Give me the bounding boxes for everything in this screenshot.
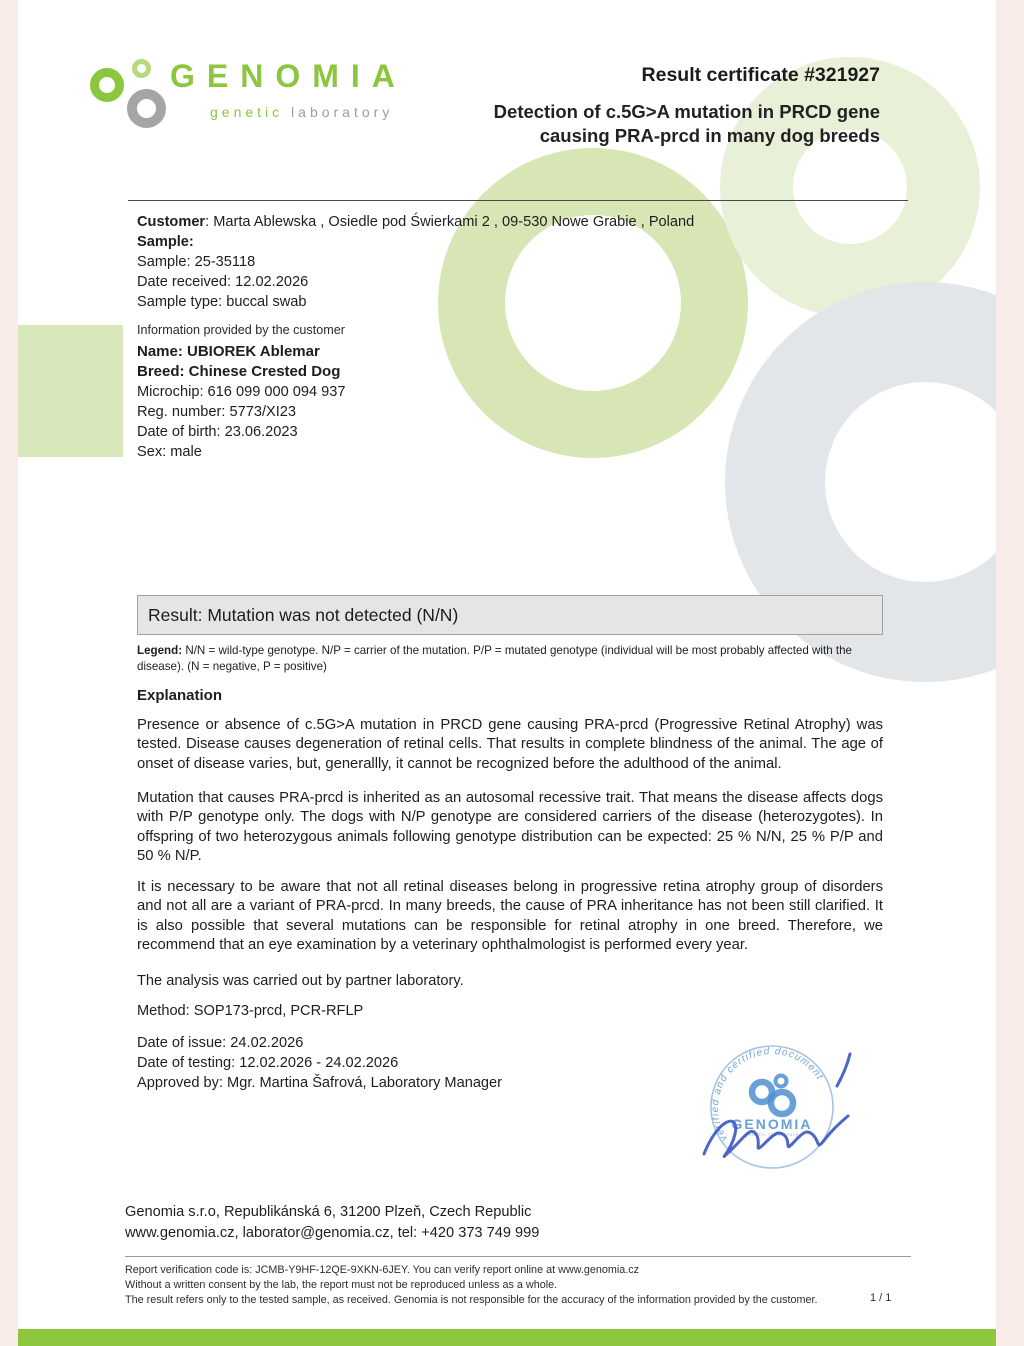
certificate-number-title: Result certificate #321927 xyxy=(641,64,880,86)
logo-wordmark: GENOMIA xyxy=(170,58,407,94)
footer-green-bar xyxy=(18,1329,996,1346)
certification-stamp xyxy=(690,1030,870,1180)
animal-name-line: Name: UBIOREK Ablemar xyxy=(137,343,320,360)
stamp-logo-text: GENOMIA xyxy=(731,1116,813,1132)
date-of-issue-line: Date of issue: 24.02.2026 xyxy=(137,1035,304,1051)
method-line: Method: SOP173-prcd, PCR-RFLP xyxy=(137,1003,364,1019)
verification-code-line: Report verification code is: JCMB-Y9HF-12QE-9XKN-6JEY. You can verify report online at www.genomia.cz xyxy=(125,1264,640,1276)
date-of-testing-line: Date of testing: 12.02.2026 - 24.02.2026 xyxy=(137,1055,399,1071)
stamp-logo-icon xyxy=(752,1076,793,1115)
header-title-block xyxy=(494,64,880,148)
signature xyxy=(704,1054,850,1156)
disclaimer-line: The result refers only to the tested sample, as received. Genomia is not responsible for the accuracy of the information provided by the customer. xyxy=(125,1294,818,1307)
sample-id-line: Sample: 25-35118 xyxy=(137,254,256,270)
header-divider xyxy=(128,200,908,201)
logo-ring-gray-icon xyxy=(127,89,166,128)
legend-text: N/N = wild-type genotype. N/P = carrier of the mutation. P/P = mutated genotype (individual will be most probably affected with the disease). (N = negative, P = positive) xyxy=(137,644,852,673)
customer-sample-block xyxy=(137,212,883,312)
legend-block xyxy=(137,643,883,674)
footer-divider xyxy=(125,1256,911,1257)
animal-info-block xyxy=(137,322,883,462)
info-provided-heading: Information provided by the customer xyxy=(137,323,345,337)
logo-ring-small-icon xyxy=(132,59,151,78)
consent-line: Without a written consent by the lab, the report must not be reproduced unless as a whole. xyxy=(125,1279,558,1292)
stamp-tagline-text: genetic laboratory xyxy=(745,1132,799,1137)
explanation-paragraph-2: Mutation that causes PRA-prcd is inherited as an autosomal recessive trait. That means the disease affects dogs with P/P genotype only. The dogs with N/P genotype are considered carriers of the disease (heterozygotes). In offspring of two heterozygous animals following genotype distribution can be expected: 25 % N/N, 25 % P/P and 50 % N/P. xyxy=(137,790,883,865)
approved-by-line: Approved by: Mgr. Martina Šafrová, Laboratory Manager xyxy=(137,1075,503,1091)
test-title xyxy=(494,100,880,148)
watermark-left-rectangle xyxy=(18,325,123,457)
sample-type-line: Sample type: buccal swab xyxy=(137,294,307,310)
footer-address-line1: Genomia s.r.o, Republikánská 6, 31200 Plzeň, Czech Republic xyxy=(125,1204,532,1220)
customer-line xyxy=(137,212,883,232)
sex-line: Sex: male xyxy=(137,444,202,460)
date-of-birth-line: Date of birth: 23.06.2023 xyxy=(137,424,298,440)
logo-ring-large-icon xyxy=(90,68,124,102)
microchip-line: Microchip: 616 099 000 094 937 xyxy=(137,384,346,400)
legend-label: Legend: xyxy=(137,644,183,657)
stamp-arc-text: verified and certified document xyxy=(709,1046,826,1144)
logo-tagline-laboratory: laboratory xyxy=(291,104,394,120)
logo-tagline-genetic: genetic xyxy=(210,104,284,120)
page-number: 1 / 1 xyxy=(870,1292,892,1304)
footer-contact-line: www.genomia.cz, laborator@genomia.cz, tel: +420 373 749 999 xyxy=(125,1225,540,1241)
date-received-line: Date received: 12.02.2026 xyxy=(137,274,309,290)
fine-print-block xyxy=(125,1263,825,1309)
test-title-line2: causing PRA-prcd in many dog breeds xyxy=(539,125,880,146)
explanation-paragraph-3: It is necessary to be aware that not all retinal diseases belong in progressive retina atrophy group of disorders and not all are a variant of PRA-prcd. In many breeds, the cause of PRA inheritance has not been still clarified. It is also possible that several mutations can be responsible for retinal atrophy in one breed. Therefore, we recommend that an eye examination by a veterinary ophthalmologist is performed every year. xyxy=(137,879,883,954)
explanation-heading: Explanation xyxy=(137,687,223,704)
reg-number-line: Reg. number: 5773/XI23 xyxy=(137,404,297,420)
customer-value: : Marta Ablewska , Osiedle pod Świerkami 2 , 09-530 Nowe Grabie , Poland xyxy=(205,214,695,230)
customer-label: Customer xyxy=(137,214,206,230)
result-box: Result: Mutation was not detected (N/N) xyxy=(137,595,883,635)
footer-address-block xyxy=(125,1202,539,1244)
test-title-line1: Detection of c.5G>A mutation in PRCD gene xyxy=(493,101,880,122)
analysis-note: The analysis was carried out by partner laboratory. xyxy=(137,973,464,989)
certificate-page xyxy=(18,0,996,1346)
sample-heading: Sample: xyxy=(137,234,194,250)
logo-tagline xyxy=(210,104,393,120)
explanation-paragraph-1: Presence or absence of c.5G>A mutation in PRCD gene causing PRA-prcd (Progressive Retinal Atrophy) was tested. Disease causes degeneration of retinal cells. That results in complete blindness of the animal. The age of onset of disease varies, but, generallly, it cannot be recognized before the adulthood of the animal. xyxy=(137,717,883,772)
animal-breed-line: Breed: Chinese Crested Dog xyxy=(137,363,341,380)
